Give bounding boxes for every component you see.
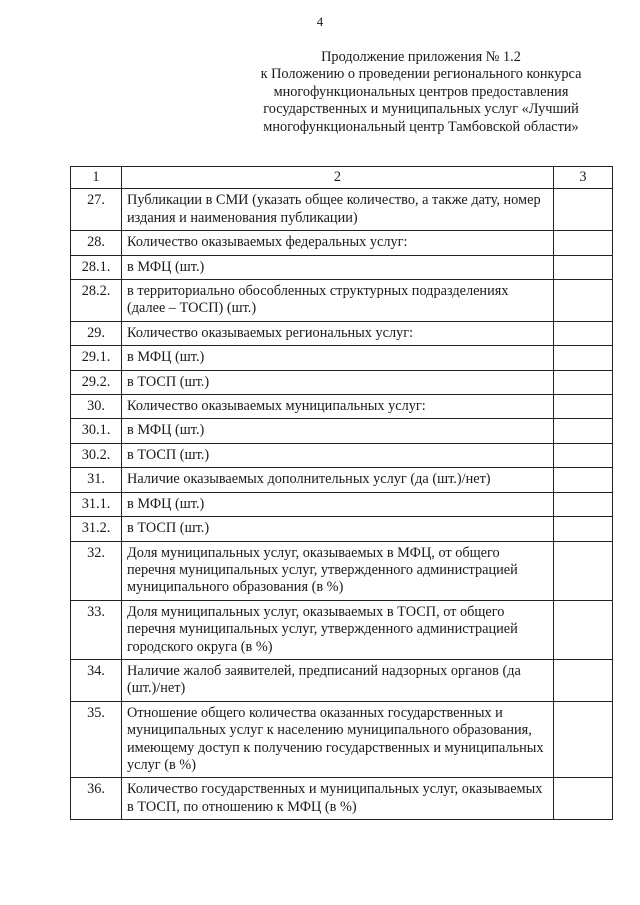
table-row [71, 517, 613, 541]
table-row [71, 231, 613, 255]
table-row [71, 600, 613, 659]
row-description: в МФЦ (шт.) [122, 419, 554, 443]
row-value-cell [554, 659, 613, 701]
row-number: 28. [71, 231, 122, 255]
row-value-cell [554, 517, 613, 541]
row-number: 33. [71, 600, 122, 659]
row-description: Наличие оказываемых дополнительных услуг (да (шт.)/нет) [122, 468, 554, 492]
page-number: 4 [316, 14, 324, 29]
row-number: 35. [71, 701, 122, 778]
row-number: 29. [71, 321, 122, 345]
row-description: в МФЦ (шт.) [122, 346, 554, 370]
row-description: Публикации в СМИ (указать общее количество, а также дату, номер издания и наименования публикации) [122, 189, 554, 231]
row-number: 31.2. [71, 517, 122, 541]
row-value-cell [554, 370, 613, 394]
table-row [71, 255, 613, 279]
row-value-cell [554, 280, 613, 322]
row-value-cell [554, 189, 613, 231]
row-value-cell [554, 600, 613, 659]
row-number: 31.1. [71, 492, 122, 516]
row-value-cell [554, 468, 613, 492]
header-line: Продолжение приложения № 1.2 [321, 49, 521, 65]
row-description: в ТОСП (шт.) [122, 443, 554, 467]
row-value-cell [554, 231, 613, 255]
row-description: Количество государственных и муниципальных услуг, оказываемых в ТОСП, по отношению к МФЦ (в %) [122, 778, 554, 820]
table-row [71, 280, 613, 322]
row-description: в МФЦ (шт.) [122, 492, 554, 516]
row-number: 29.1. [71, 346, 122, 370]
table-row [71, 346, 613, 370]
column-header: 1 [71, 167, 122, 189]
table-row [71, 419, 613, 443]
row-value-cell [554, 255, 613, 279]
row-description: Доля муниципальных услуг, оказываемых в ТОСП, от общего перечня муниципальных услуг, утвержденного администрацией городского округа (в %) [122, 600, 554, 659]
header-line: многофункциональный центр Тамбовской области» [263, 118, 579, 135]
row-number: 29.2. [71, 370, 122, 394]
column-header: 3 [554, 167, 613, 189]
row-number: 27. [71, 189, 122, 231]
row-value-cell [554, 492, 613, 516]
table-row [71, 370, 613, 394]
row-value-cell [554, 701, 613, 778]
row-description: Отношение общего количества оказанных государственных и муниципальных услуг к населению муниципального образования, имеющему доступ к получению государственных и муниципальных услуг (в %) [122, 701, 554, 778]
row-description: в территориально обособленных структурных подразделениях (далее – ТОСП) (шт.) [122, 280, 554, 322]
table-row [71, 395, 613, 419]
row-description: Количество оказываемых региональных услуг: [122, 321, 554, 345]
header-line: к Положению о проведении регионального конкурса [260, 66, 582, 83]
row-number: 32. [71, 541, 122, 600]
row-value-cell [554, 419, 613, 443]
header-line: государственных и муниципальных услуг «Лучший [263, 101, 579, 118]
header-line: многофункциональных центров предоставления [273, 83, 569, 100]
table-row [71, 321, 613, 345]
row-number: 30.2. [71, 443, 122, 467]
row-description: Наличие жалоб заявителей, предписаний надзорных органов (да (шт.)/нет) [122, 659, 554, 701]
table-row [71, 541, 613, 600]
row-number: 28.2. [71, 280, 122, 322]
table-row [71, 492, 613, 516]
row-value-cell [554, 443, 613, 467]
row-value-cell [554, 395, 613, 419]
row-description: Количество оказываемых федеральных услуг: [122, 231, 554, 255]
row-number: 31. [71, 468, 122, 492]
row-description: в МФЦ (шт.) [122, 255, 554, 279]
row-description: в ТОСП (шт.) [122, 517, 554, 541]
table-row [71, 701, 613, 778]
row-description: в ТОСП (шт.) [122, 370, 554, 394]
table-row [71, 468, 613, 492]
column-header: 2 [122, 167, 554, 189]
table-row [71, 659, 613, 701]
row-description: Количество оказываемых муниципальных услуг: [122, 395, 554, 419]
table-header-row [71, 167, 613, 189]
row-number: 28.1. [71, 255, 122, 279]
row-description: Доля муниципальных услуг, оказываемых в МФЦ, от общего перечня муниципальных услуг, утвержденного администрацией муниципального образования (в %) [122, 541, 554, 600]
row-value-cell [554, 541, 613, 600]
row-value-cell [554, 321, 613, 345]
row-number: 30.1. [71, 419, 122, 443]
row-value-cell [554, 778, 613, 820]
row-number: 30. [71, 395, 122, 419]
table-row [71, 189, 613, 231]
row-number: 36. [71, 778, 122, 820]
row-value-cell [554, 346, 613, 370]
row-number: 34. [71, 659, 122, 701]
appendix-header [236, 49, 606, 136]
table-row [71, 443, 613, 467]
criteria-table [70, 166, 613, 820]
table-row [71, 778, 613, 820]
